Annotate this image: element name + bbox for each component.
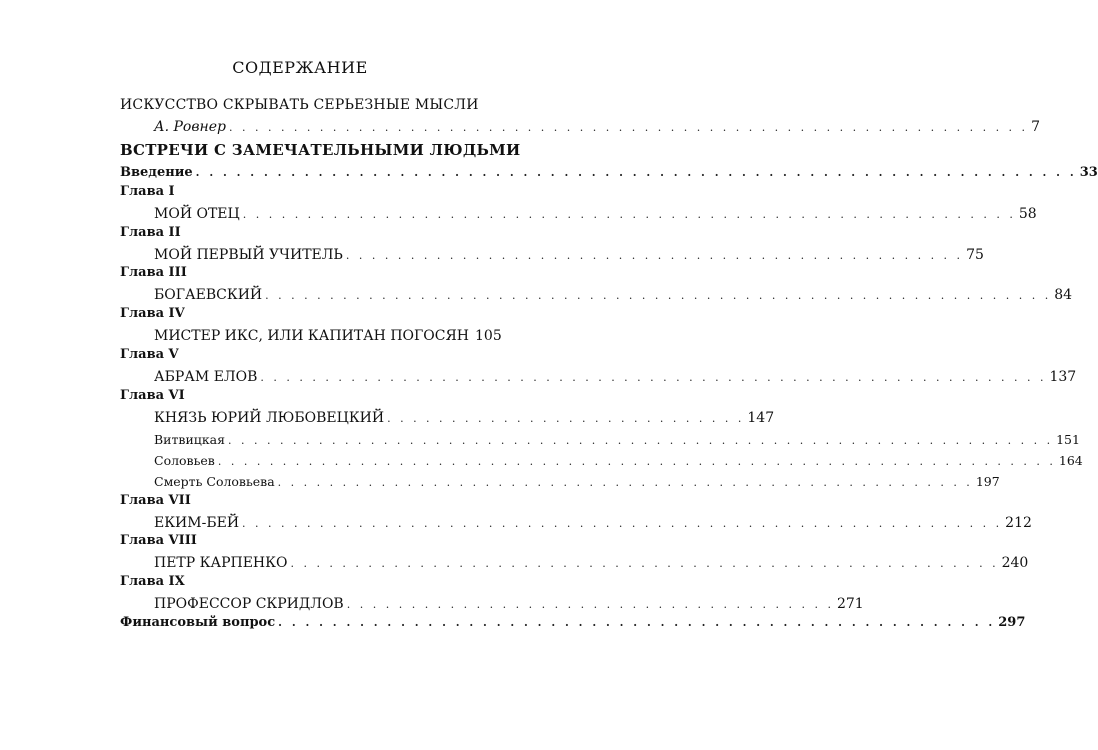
toc-entry-label: Смерть Соловьева bbox=[154, 474, 275, 489]
toc-entry-section bbox=[154, 429, 1080, 451]
toc-entry-chapter-title bbox=[154, 325, 502, 347]
leader-dots: . . . . . . . . . . . . . . . . . . . . . . . . . . . . . . . . . . . . . . . . . . . . . . . . . . . . . bbox=[278, 616, 996, 629]
toc-chapter-label: Глава IX bbox=[120, 574, 185, 589]
toc-entry-finance bbox=[120, 612, 1026, 634]
toc-entry-label: Витвицкая bbox=[154, 432, 225, 447]
toc-entry-label: ПЕТР КАРПЕНКО bbox=[154, 555, 288, 571]
leader-dots: . . . . . . . . . . . . . . . . . . . . . . . . . . . . . . . . . . . . . . . . . . . . . . . . . . . . . . . . . . . bbox=[242, 517, 1003, 530]
toc-entry-label: ЕКИМ-БЕЙ bbox=[154, 515, 240, 531]
toc-entry-chapter-title bbox=[154, 366, 1077, 388]
toc-entry-label: МОЙ ОТЕЦ bbox=[154, 206, 240, 222]
toc-heading-essay: ИСКУССТВО СКРЫВАТЬ СЕРЬЕЗНЫЕ МЫСЛИ bbox=[120, 97, 479, 113]
page-title: СОДЕРЖАНИЕ bbox=[232, 58, 368, 77]
leader-dots: . . . . . . . . . . . . . . . . . . . . . . . . . . . . . . . . . . . . . . . . . . . . . . . . . . . . . . . . . . . . . bbox=[265, 289, 1052, 302]
toc-page-number: 197 bbox=[975, 474, 1000, 489]
leader-dots: . . . . . . . . . . . . . . . . . . . . . . . . . . . . bbox=[387, 412, 745, 425]
toc-entry-label: БОГАЕВСКИЙ bbox=[154, 287, 263, 303]
toc-page-number: 297 bbox=[998, 615, 1026, 630]
toc-entry-section bbox=[154, 471, 1000, 493]
toc-page-number: 58 bbox=[1018, 206, 1037, 222]
toc-entry-label: ПРОФЕССОР СКРИДЛОВ bbox=[154, 596, 344, 612]
leader-dots: . . . . . . . . . . . . . . . . . . . . . . . . . . . . . . . . . . . . . . . . . . . . . . . . . . . . . . . . . . . . . bbox=[260, 371, 1047, 384]
leader-dots: . . . . . . . . . . . . . . . . . . . . . . . . . . . . . . . . . . . . . . . . . . . . . . . . . . . . . . . . . . . . . . . . . bbox=[195, 166, 1077, 179]
toc-entry-chapter-title bbox=[154, 244, 984, 266]
toc-chapter-label: Глава VIII bbox=[120, 533, 197, 548]
leader-dots: . . . . . . . . . . . . . . . . . . . . . . . . . . . . . . . . . . . . . . . . . . . . . . . . . . . . . . . . . . . . . . bbox=[228, 121, 1029, 134]
toc-chapter-label: Глава II bbox=[120, 225, 181, 240]
toc-entry-label: КНЯЗЬ ЮРИЙ ЛЮБОВЕЦКИЙ bbox=[154, 410, 385, 426]
toc-entry-chapter-title bbox=[154, 407, 775, 429]
leader-dots: . . . . . . . . . . . . . . . . . . . . . . . . . . . . . . . . . . . . . . . . . . . . . . . . . . . . . . . . . . . . . . . . . bbox=[217, 455, 1056, 468]
toc-chapter-label: Глава IV bbox=[120, 306, 185, 321]
toc-chapter-label: Глава VI bbox=[120, 388, 185, 403]
leader-dots: . . . . . . . . . . . . . . . . . . . . . . . . . . . . . . . . . . . . . . . . . . . . . . . . . . . . . . bbox=[277, 476, 973, 489]
toc-entry-chapter-title bbox=[154, 552, 1029, 574]
toc-page-number: 151 bbox=[1056, 432, 1080, 447]
toc-page-number: 271 bbox=[836, 596, 864, 612]
toc-entry-label: АБРАМ ЕЛОВ bbox=[154, 369, 258, 385]
toc-entry-chapter-title bbox=[154, 284, 1073, 306]
toc-page-number: 147 bbox=[747, 410, 775, 426]
toc-page-number: 240 bbox=[1001, 555, 1029, 571]
toc-page-number: 33 bbox=[1079, 165, 1098, 180]
toc-chapter-label: Глава I bbox=[120, 184, 175, 199]
leader-dots: . . . . . . . . . . . . . . . . . . . . . . . . . . . . . . . . . . . . . . . . . . . . . . . . . . . . . . . . . . . . bbox=[242, 208, 1016, 221]
toc-page-number: 212 bbox=[1005, 515, 1032, 531]
toc-entry-intro bbox=[120, 162, 1098, 184]
toc-entry-chapter-title bbox=[154, 203, 1037, 225]
leader-dots: . . . . . . . . . . . . . . . . . . . . . . . . . . . . . . . . . . . . . . . . . . . . . . . . bbox=[345, 249, 964, 262]
toc-page-number: 164 bbox=[1058, 453, 1083, 468]
toc-entry-label: Финансовый вопрос bbox=[120, 615, 276, 630]
toc-page-number: 75 bbox=[966, 247, 984, 263]
toc-entry-label: МОЙ ПЕРВЫЙ УЧИТЕЛЬ bbox=[154, 247, 343, 263]
toc-chapter-label: Глава V bbox=[120, 347, 179, 362]
toc-entry-label: Соловьев bbox=[154, 453, 215, 468]
toc-chapter-label: Глава VII bbox=[120, 493, 191, 508]
leader-dots: . . . . . . . . . . . . . . . . . . . . . . . . . . . . . . . . . . . . . . bbox=[346, 598, 834, 611]
toc-heading-meetings: ВСТРЕЧИ С ЗАМЕЧАТЕЛЬНЫМИ ЛЮДЬМИ bbox=[120, 141, 521, 159]
toc-page-number: 7 bbox=[1031, 119, 1040, 135]
toc-entry-label: Введение bbox=[120, 165, 193, 180]
toc-chapter-label: Глава III bbox=[120, 265, 187, 280]
leader-dots: . . . . . . . . . . . . . . . . . . . . . . . . . . . . . . . . . . . . . . . . . . . . . . . . . . . . . . . bbox=[290, 557, 999, 570]
toc-entry-section bbox=[154, 450, 1083, 472]
toc-entry-label: МИСТЕР ИКС, ИЛИ КАПИТАН ПОГОСЯН bbox=[154, 328, 470, 344]
toc-entry-chapter-title bbox=[154, 512, 1032, 534]
toc-page-number: 105 bbox=[475, 328, 502, 344]
leader-dots: . . . . . . . . . . . . . . . . . . . . . . . . . . . . . . . . . . . . . . . . . . . . . . . . . . . . . . . . . . . . . . . . bbox=[228, 434, 1054, 447]
toc-page-number: 137 bbox=[1049, 369, 1077, 385]
toc-entry-author bbox=[154, 116, 1040, 138]
toc-page-number: 84 bbox=[1054, 287, 1073, 303]
toc-entry-label: А. Ровнер bbox=[154, 119, 226, 135]
